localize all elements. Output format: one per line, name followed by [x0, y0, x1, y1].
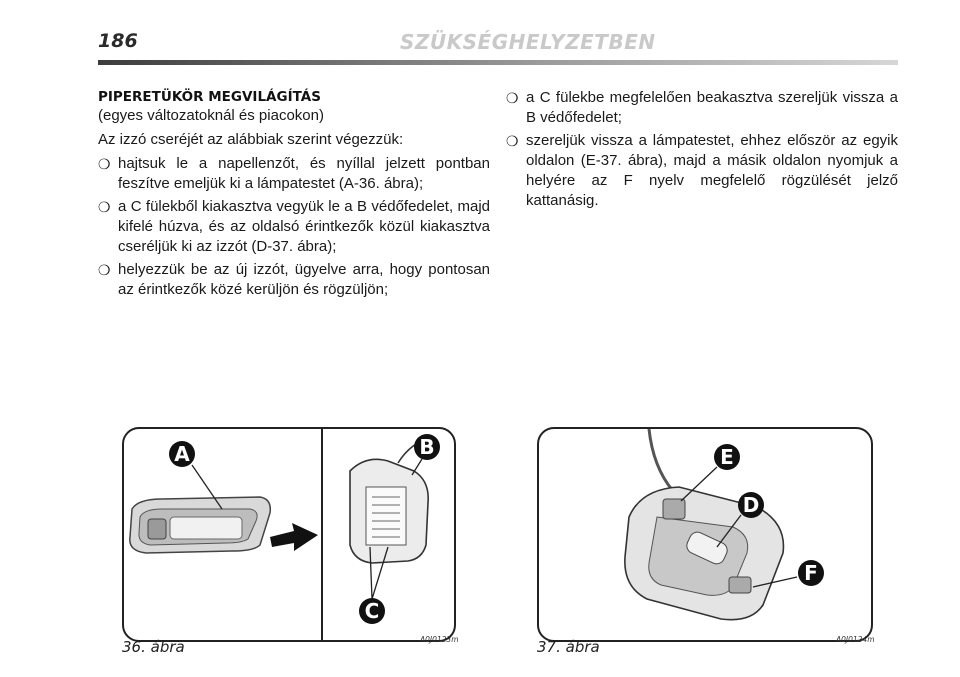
- callout-f-badge: [798, 560, 824, 586]
- callout-b-label: B: [419, 435, 435, 459]
- bullet-text: helyezzük be az új izzót, ügyelve arra, hogy pontosan az érintkezők közé kerüljön és rögzüljön;: [118, 261, 490, 298]
- callout-b-badge: [414, 434, 440, 460]
- bullet-item: [98, 197, 490, 257]
- callout-a-badge: [169, 441, 195, 467]
- callout-c-label: C: [364, 599, 380, 623]
- figure-36: [122, 427, 456, 642]
- bullet-item: [506, 131, 898, 211]
- figure-36-code: A0J0123m: [420, 635, 459, 644]
- callout-d-label: D: [742, 493, 760, 517]
- left-bullet-list: [98, 154, 490, 300]
- figure-37-code: A0J0124m: [836, 635, 875, 644]
- section-title: SZÜKSÉGHELYZETBEN: [400, 30, 656, 54]
- callout-e-label: E: [720, 445, 734, 469]
- right-column: [506, 88, 898, 214]
- bullet-marker-icon: ❍: [98, 156, 111, 172]
- figure-36-caption: 36. ábra: [122, 638, 185, 656]
- bullet-text: a C fülekbe megfelelően beakasztva szereljük vissza a B védőfedelet;: [526, 89, 898, 126]
- callout-e-badge: [714, 444, 740, 470]
- figure-36-illustration: [122, 427, 456, 642]
- figure-37-illustration: [537, 427, 873, 642]
- figure-37: [537, 427, 873, 642]
- bullet-text: hajtsuk le a napellenzőt, és nyíllal jelzett pontban feszítve emeljük ki a lámpatestet (A-36. ábra);: [118, 155, 490, 192]
- callout-a-label: A: [174, 442, 190, 466]
- bullet-item: [98, 260, 490, 300]
- procedure-subheading: (egyes változatoknál és piacokon): [98, 107, 324, 124]
- bullet-item: [506, 88, 898, 128]
- bullet-text: a C fülekből kiakasztva vegyük le a B védőfedelet, majd kifelé húzva, és az oldalsó érintkezők közül kiakasztva cseréljük ki az izzót (D-37. ábra);: [118, 198, 490, 255]
- bullet-text: szereljük vissza a lámpatestet, ehhez először az egyik oldalon (E-37. ábra), majd a másik oldalon nyomjuk a helyére az F nyelv megfelelő rögzülését jelző kattanásig.: [526, 132, 898, 209]
- procedure-intro: Az izzó cseréjét az alábbiak szerint végezzük:: [98, 131, 404, 148]
- bullet-marker-icon: ❍: [98, 199, 111, 215]
- figure-37-caption: 37. ábra: [537, 638, 600, 656]
- callout-c-badge: [359, 598, 385, 624]
- page-number: 186: [98, 30, 138, 52]
- left-column: [98, 88, 490, 303]
- procedure-heading: PIPERETÜKÖR MEGVILÁGÍTÁS: [98, 89, 321, 105]
- header-rule: [98, 60, 898, 65]
- bullet-marker-icon: ❍: [506, 90, 519, 106]
- callout-f-label: F: [804, 561, 818, 585]
- callout-d-badge: [738, 492, 764, 518]
- bullet-marker-icon: ❍: [506, 133, 519, 149]
- right-bullet-list: [506, 88, 898, 211]
- bullet-marker-icon: ❍: [98, 262, 111, 278]
- bullet-item: [98, 154, 490, 194]
